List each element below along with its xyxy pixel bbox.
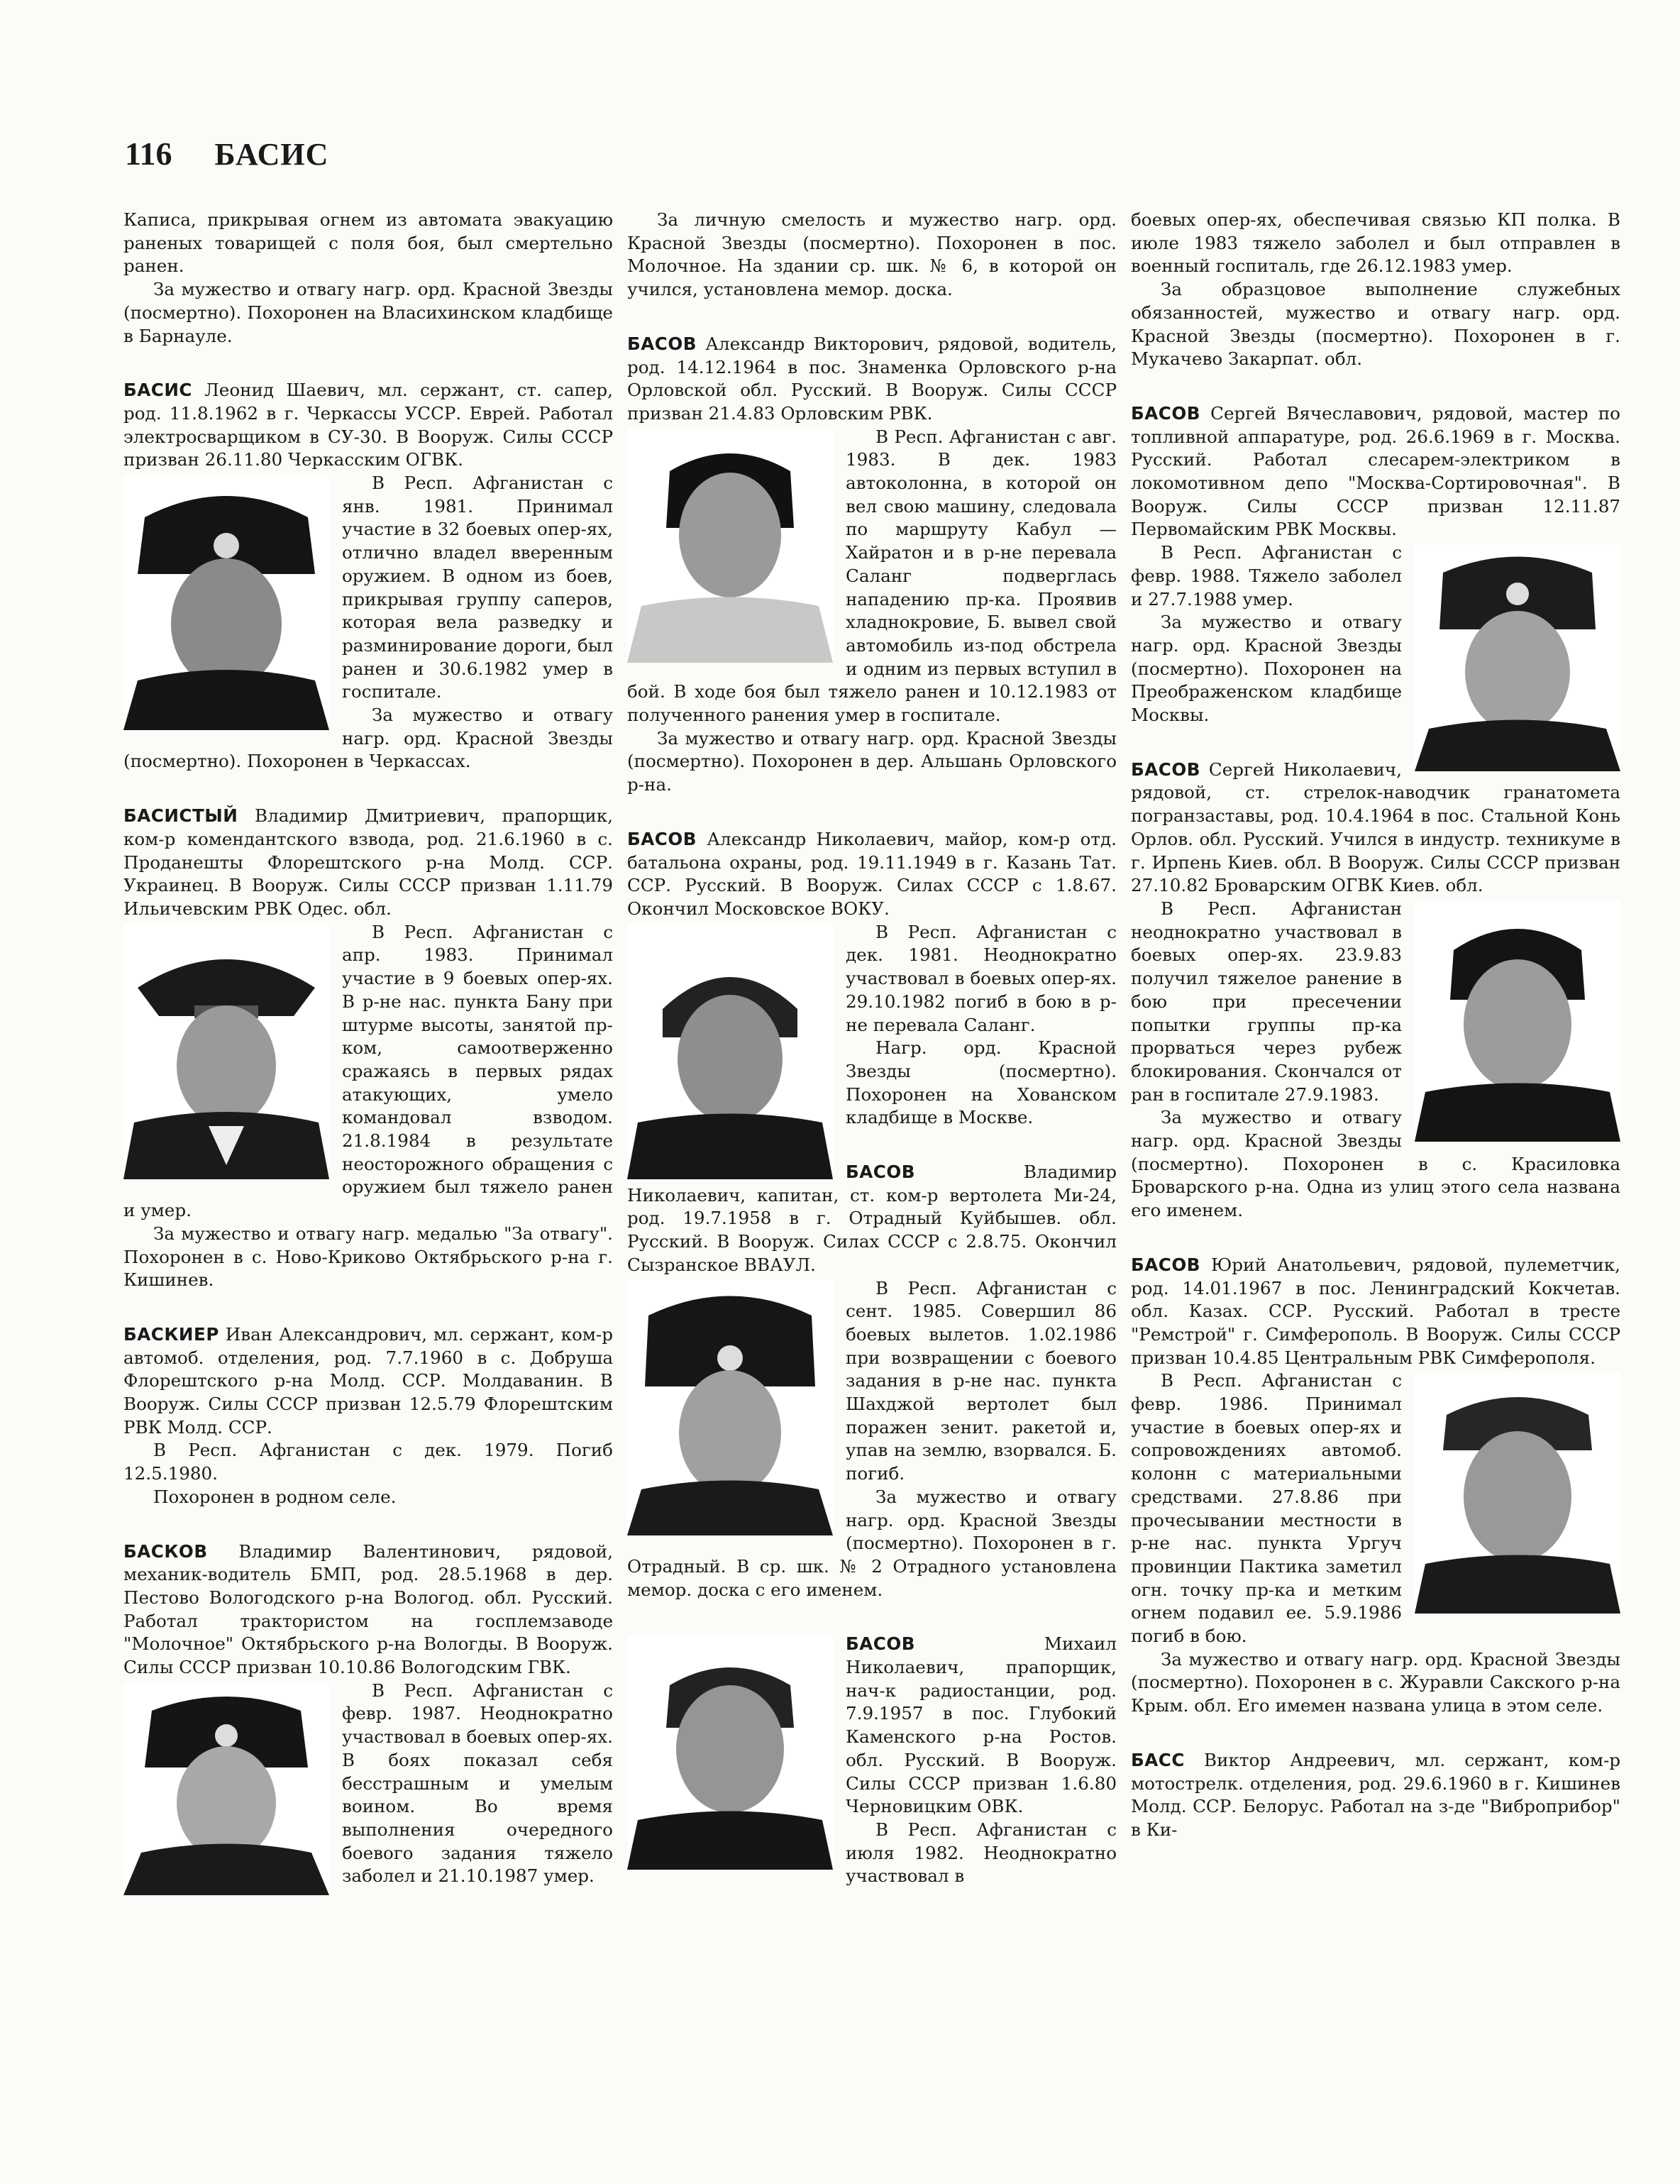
- entry-intro: Леонид Шаевич, мл. сержант, ст. сапер, род. 11.8.1962 в г. Черкассы УССР. Еврей. Работал электросварщиком в СУ-30. В Вооруж. Силы СССР призван 26.11.80 Черкасским ОГВК.: [123, 380, 613, 470]
- entry-text: За мужество и отвагу нагр. орд. Красной Звезды (посмертно). Похоронен в Черкассах.: [123, 705, 613, 772]
- entry-baskov-vladimir: [123, 1540, 613, 1889]
- entry-text: За мужество и отвагу нагр. орд. Красной Звезды (посмертно). Похоронен на Преображенском кладбище Москвы.: [1131, 612, 1402, 726]
- entry-basistyi-vladimir: [123, 805, 613, 1292]
- entry-basov-mikhail: [627, 1633, 1117, 1888]
- entry-text: В Респ. Афганистан неоднократно участвовал в боевых опер-ях. 23.9.83 получил тяжелое ранение в бою при пресечении попытки группы пр-ка прорваться через рубеж блокирования. Скончался от ран в госпитале 27.9.1983.: [1131, 898, 1402, 1105]
- column-1: [123, 209, 613, 1898]
- entry-surname: БАСКИЕР: [123, 1323, 219, 1345]
- entry-text: В Респ. Афганистан с февр. 1987. Неоднократно участвовал в боевых опер-ях. В боях показал себя бесстрашным и умелым воином. Во время выполнения очередного боевого задания тяжело заболел и 21.10.1987 умер.: [342, 1680, 613, 1887]
- entry-surname: БАСОВ: [1131, 402, 1200, 424]
- entry-surname: БАСОВ: [1131, 1254, 1200, 1275]
- entry-intro: Юрий Анатольевич, рядовой, пулеметчик, род. 14.01.1967 в пос. Ленинградский Кокчетав. обл. Казах. ССР. Русский. Работал в тресте "Ремстрой" г. Симферополь. В Вооруж. Силы СССР призван 10.4.85 Центральным РВК Симферополя.: [1131, 1254, 1620, 1368]
- entry-text: За личную смелость и мужество нагр. орд. Красной Звезды (посмертно). Похоронен в пос. Молочное. На здании ср. шк. № 6, в которой он учился, установлена мемор. доска.: [627, 209, 1117, 300]
- portrait-photo: [123, 475, 329, 730]
- entry-intro: Владимир Валентинович, рядовой, механик-водитель БМП, род. 28.5.1968 в дер. Пестово Вологодского р-на Вологод. обл. Русский. Работал трактористом на госплемзаводе "Молочное" Октябрьского р-на Вологды. В Вооруж. Силы СССР призван 10.10.86 Вологодским ГВК.: [123, 1540, 613, 1678]
- entry-intro: Александр Викторович, рядовой, водитель, род. 14.12.1964 в пос. Знаменка Орловского р-на Орловской обл. Русский. В Вооруж. Силы СССР призван 21.4.83 Орловским РВК.: [627, 333, 1117, 424]
- entry-continued: [627, 209, 1117, 302]
- entry-intro: Сергей Николаевич, рядовой, ст. стрелок-наводчик гранатомета погранзаставы, род. 10.4.1964 в пос. Стальной Конь Орлов. обл. Русский. Учился в индустр. техникуме в г. Ирпень Киев. обл. В Вооруж. Силы СССР призван 27.10.82 Броварским ОГВК Киев. обл.: [1131, 759, 1620, 896]
- entry-text: В Респ. Афганистан с июля 1982. Неоднократно участвовал в: [846, 1819, 1117, 1887]
- entry-text: За мужество и отвагу нагр. орд. Красной Звезды (посмертно). Похоронен на Власихинском кладбище в Барнауле.: [123, 279, 613, 346]
- entry-intro: Владимир Николаевич, капитан, ст. ком-р вертолета Ми-24, род. 19.7.1958 в г. Отрадный Куйбышев. обл. Русский. В Вооруж. Силах СССР с 2.8.75. Окончил Сызранское ВВАУЛ.: [627, 1162, 1117, 1275]
- column-2: [627, 209, 1117, 1888]
- entry-text: За образцовое выполнение служебных обязанностей, мужество и отвагу нагр. орд. Красной Звезды (посмертно). Похоронен в г. Мукачево Закарпат. обл.: [1131, 279, 1620, 370]
- entry-intro: Виктор Андреевич, мл. сержант, ком-р мотострелк. отделения, род. 29.6.1960 в г. Кишинев Молд. ССР. Белорус. Работал на з-де "Виброприбор" в Ки-: [1131, 1749, 1620, 1840]
- portrait-photo: [627, 429, 833, 663]
- entry-bass-viktor: [1131, 1749, 1620, 1842]
- entry-baskier-ivan: [123, 1323, 613, 1509]
- entry-text: В Респ. Афганистан с февр. 1986. Принимал участие в боевых опер-ях и сопровождениях автомоб. колонн с материальными средствами. 27.8.86 при прочесывании местности в р-не нас. пункта Ургуч провинции Пактика заметил огн. точку пр-ка и метким огнем подавил ее. 5.9.1986 погиб в бою.: [1131, 1370, 1402, 1647]
- portrait-photo: [123, 1682, 329, 1895]
- entry-intro: Александр Николаевич, майор, ком-р отд. батальона охраны, род. 19.11.1949 в г. Казань Тат. ССР. Русский. В Вооруж. Силах СССР с 1.8.67. Окончил Московское ВОКУ.: [627, 828, 1117, 919]
- entry-text: В Респ. Афганистан с апр. 1983. Принимал участие в 9 боевых опер-ях. В р-не нас. пункта Бану при штурме высоты, занятой пр-ком, самоотверженно сражаясь в первых рядах атакующих, умело командовал взводом. 21.8.1984 в результате неосторожного обращения с оружием был тяжело ранен и умер.: [123, 921, 613, 1221]
- entry-text: Нагр. орд. Красной Звезды (посмертно). Похоронен на Хованском кладбище в Москве.: [846, 1037, 1117, 1128]
- entry-text: В Респ. Афганистан с февр. 1988. Тяжело заболел и 27.7.1988 умер.: [1131, 542, 1402, 610]
- page-number: 116: [125, 136, 172, 172]
- entry-basov-sergei-n: [1131, 759, 1620, 1223]
- entry-surname: БАСС: [1131, 1749, 1185, 1770]
- entry-text: За мужество и отвагу нагр. орд. Красной Звезды (посмертно). Похоронен в г. Отрадный. В ср. шк. № 2 Отрадного установлена мемор. доска с его именем.: [627, 1486, 1117, 1600]
- entry-basov-aleksandr-n: [627, 828, 1117, 1130]
- entry-surname: БАСОВ: [1131, 759, 1200, 780]
- entry-text: За мужество и отвагу нагр. орд. Красной Звезды (посмертно). Похоронен в с. Журавли Сакского р-на Крым. обл. Его имемен названа улица в этом селе.: [1131, 1648, 1620, 1716]
- entry-basov-sergei-v: [1131, 402, 1620, 727]
- entry-surname: БАСКОВ: [123, 1540, 208, 1562]
- running-head: БАСИС: [214, 137, 329, 172]
- portrait-photo: [627, 1280, 833, 1535]
- portrait-photo: [627, 924, 833, 1179]
- entry-basis-leonid: [123, 379, 613, 773]
- portrait-photo: [1415, 544, 1620, 771]
- entry-text: За мужество и отвагу нагр. медалью "За отвагу". Похоронен в с. Ново-Криково Октябрьского р-на г. Кишинев.: [123, 1223, 613, 1291]
- entry-basov-aleksandr-v: [627, 333, 1117, 797]
- entry-text: Каписа, прикрывая огнем из автомата эвакуацию раненых товарищей с поля боя, был смертельно ранен.: [123, 209, 613, 277]
- entry-intro: Михаил Николаевич, прапорщик, нач-к радиостанции, род. 7.9.1957 в пос. Глубокий Каменского р-на Ростов. обл. Русский. В Вооруж. Силы СССР призван 1.6.80 Черновицким ОВК.: [846, 1633, 1117, 1817]
- entry-continued: [1131, 209, 1620, 371]
- entry-basov-vladimir-n: [627, 1161, 1117, 1601]
- entry-intro: Иван Александрович, мл. сержант, ком-р автомоб. отделения, род. 7.7.1960 в с. Добруша Флорештского р-на Молд. ССР. Молдаванин. В Вооруж. Силы СССР призван 12.5.79 Флорештским РВК Молд. ССР.: [123, 1323, 613, 1438]
- portrait-photo: [627, 1636, 833, 1870]
- entry-basov-yurii: [1131, 1254, 1620, 1718]
- portrait-photo: [1415, 900, 1620, 1142]
- entry-text: В Респ. Афганистан с авг. 1983. В дек. 1983 автоколонна, в которой он вел свою машину, следовала по маршруту Кабул — Хайратон и в р-не перевала Саланг подверглась нападению пр-ка. Проявив хладнокровие, Б. вывел свой автомобиль из-под обстрела и одним из первых вступил в бой. В ходе боя был тяжело ранен и 10.12.1983 от полученного ранения умер в госпитале.: [627, 426, 1117, 726]
- entry-text: В Респ. Афганистан с сент. 1985. Совершил 86 боевых вылетов. 1.02.1986 при возвращении с боевого задания в р-не нас. пункта Шахджой вертолет был поражен зенит. ракетой и, упав на землю, взорвался. Б. погиб.: [846, 1277, 1117, 1484]
- entry-surname: БАСИС: [123, 380, 192, 401]
- entry-text: За мужество и отвагу нагр. орд. Красной Звезды (посмертно). Похоронен в с. Красиловка Броварского р-на. Одна из улиц этого села названа его именем.: [1131, 1107, 1620, 1221]
- entry-surname: БАСОВ: [627, 828, 697, 849]
- entry-text: Похоронен в родном селе.: [153, 1486, 397, 1507]
- entry-text: В Респ. Афганистан с дек. 1979. Погиб 12.5.1980.: [123, 1440, 613, 1484]
- entry-text: В Респ. Афганистан с дек. 1981. Неоднократно участвовал в боевых опер-ях. 29.10.1982 погиб в бою в р-не перевала Саланг.: [846, 921, 1117, 1035]
- entry-intro: Владимир Дмитриевич, прапорщик, ком-р комендантского взвода, род. 21.6.1960 в с. Проданешты Флорештского р-на Молд. ССР. Украинец. В Вооруж. Силы СССР призван 1.11.79 Ильичевским РВК Одес. обл.: [123, 805, 613, 919]
- portrait-photo: [1415, 1372, 1620, 1614]
- entry-continued: [123, 209, 613, 348]
- entry-intro: Сергей Вячеславович, рядовой, мастер по топливной аппаратуре, род. 26.6.1969 в г. Москва. Русский. Работал слесарем-электриком в локомотивном депо "Москва-Сортировочная". В Вооруж. Силы СССР призван 12.11.87 Первомайским РВК Москвы.: [1131, 402, 1620, 540]
- entry-surname: БАСИСТЫЙ: [123, 805, 238, 827]
- entry-text: боевых опер-ях, обеспечивая связью КП полка. В июле 1983 тяжело заболел и был отправлен в военный госпиталь, где 26.12.1983 умер.: [1131, 209, 1620, 277]
- entry-text: В Респ. Афганистан с янв. 1981. Принимал участие в 32 боевых опер-ях, отлично владел вверенным оружием. В одном из боев, прикрывая группу саперов, которая вела разведку и разминирование дороги, был ранен и 30.6.1982 умер в госпитале.: [342, 473, 613, 702]
- page-header: [125, 135, 328, 172]
- entry-surname: БАСОВ: [846, 1633, 915, 1655]
- entry-surname: БАСОВ: [627, 333, 697, 354]
- column-3: [1131, 209, 1620, 1842]
- entry-surname: БАСОВ: [846, 1162, 915, 1183]
- portrait-photo: [123, 924, 329, 1179]
- entry-text: За мужество и отвагу нагр. орд. Красной Звезды (посмертно). Похоронен в дер. Альшань Орловского р-на.: [627, 727, 1117, 795]
